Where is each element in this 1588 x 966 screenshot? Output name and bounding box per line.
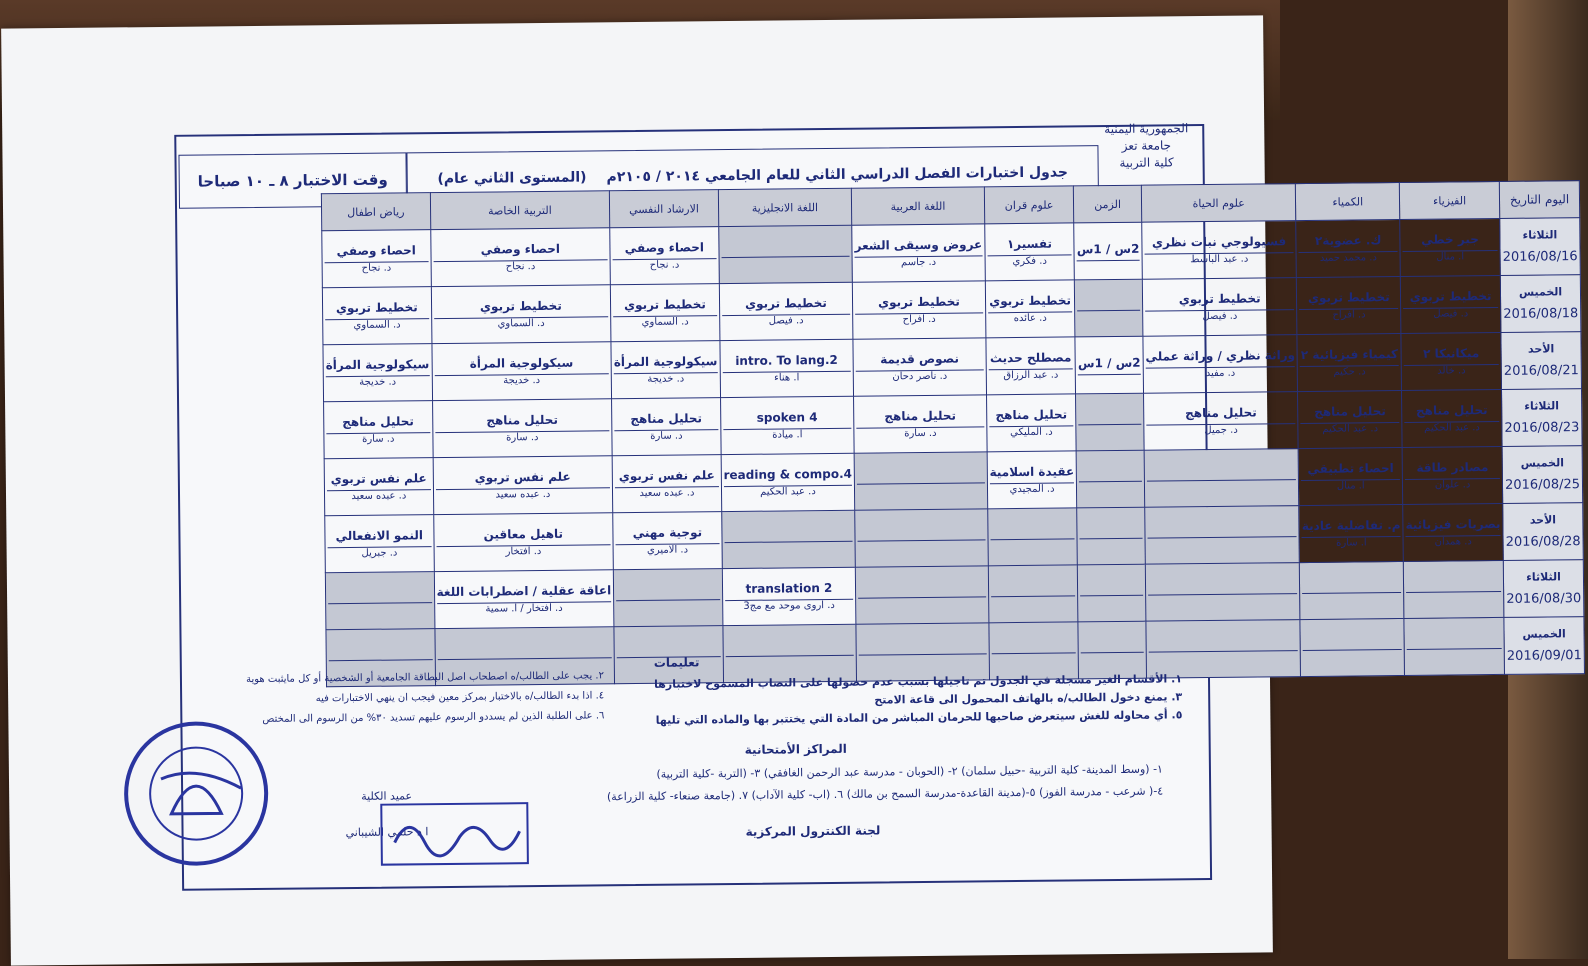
subject-name: تحليل مناهج <box>486 412 559 428</box>
exam-cell <box>853 338 986 396</box>
instructions-section <box>184 650 1204 889</box>
subject-name <box>1081 647 1144 648</box>
instructor-name <box>1147 536 1297 539</box>
exam-cell <box>612 398 721 456</box>
exam-cell <box>1145 563 1300 622</box>
instructor-name <box>1406 590 1501 592</box>
exam-cell <box>610 284 719 342</box>
committee-label: لجنة الكنترول المركزية <box>745 823 881 839</box>
subject-name: تخطيط تربوي <box>479 298 562 314</box>
instructor-name <box>991 595 1076 597</box>
paper-sheet <box>1 15 1582 965</box>
level-label: (المستوى الثاني عام) <box>437 169 587 188</box>
instructor-name: د. عبد الباسط <box>1144 252 1294 266</box>
col-header-time: الزمن <box>1074 185 1142 223</box>
exam-cell <box>430 228 610 287</box>
col-header-special-ed: التربية الخاصة <box>430 191 610 230</box>
exam-cell <box>613 512 722 570</box>
instructor-name: د. افراح <box>855 312 983 325</box>
instructor-name: د. محمد حميد <box>1299 251 1398 264</box>
instructor-name: د. ناصر دحان <box>856 369 984 382</box>
exam-cell <box>984 223 1074 281</box>
dean-title: عميد الكلية <box>361 789 413 803</box>
subject-name: النمو الانفعالي <box>335 528 423 544</box>
subject-name: 2س / 1س <box>1076 241 1140 256</box>
country-name: الجمهورية اليمنية <box>1104 121 1189 137</box>
instructor-name: د. افتخار / ا. سمية <box>437 601 612 615</box>
subject-name <box>329 655 433 656</box>
subject-name: تحليل مناهج <box>884 408 957 424</box>
instructor-name <box>858 539 986 541</box>
instructor-name: د. فيصل <box>722 314 851 327</box>
subject-name: تحليل مناهج <box>1415 403 1488 418</box>
exam-cell <box>1143 335 1298 394</box>
exam-cell <box>987 508 1077 566</box>
subject-name: تخطيط تربوي <box>878 294 960 310</box>
subject-name: تحليل مناهج <box>342 414 414 430</box>
instructor-name <box>1079 423 1142 425</box>
col-header-day: اليوم التاريخ <box>1499 181 1579 219</box>
centers-line-1: ١- (وسط المدينة- كلية التربية -حبيل سلمان) ٢- (الحوبان - مدرسة عبد الرحمن الغافقي) ٣- (التربة -كلية التربية) <box>656 762 1164 781</box>
exam-cell <box>1075 336 1143 394</box>
instructor-name <box>857 482 985 484</box>
subject-name <box>616 595 720 596</box>
instructor-name: د. افتخار <box>436 544 611 558</box>
subject-name: احصاء وصفي <box>624 240 705 256</box>
instructor-name <box>858 596 986 598</box>
subject-name: تحليل مناهج <box>1184 405 1257 421</box>
subject-name: علم نفس تربوي <box>330 471 427 487</box>
instructor-name <box>1080 537 1143 539</box>
exam-cell <box>987 451 1077 509</box>
day-name: الخميس <box>1518 285 1563 299</box>
col-header-physics: الفيزياء <box>1399 181 1499 219</box>
instruction-4: ٤. اذا بدء الطالب/ه بالاختبار بمركز معين فيجب ان ينهي الاختبارات فيه <box>315 690 605 705</box>
subject-name <box>991 591 1076 592</box>
day-cell <box>1501 332 1582 390</box>
instructor-name: د. السماوي <box>613 315 717 328</box>
exam-cell <box>434 570 614 629</box>
instructor-name: د. مفيد <box>1146 366 1296 380</box>
instruction-6: ٦. على الطلبة الذين لم يسددو الرسوم عليهم تسديد ٣٠% من الرسوم الى المختص <box>262 710 605 725</box>
subject-name <box>859 649 987 650</box>
subject-name: علم نفس تربوي <box>474 469 571 485</box>
exam-cell <box>1298 390 1402 448</box>
instructor-name <box>328 602 432 604</box>
day-name: الأحد <box>1527 342 1555 356</box>
subject-name: تخطيط تربوي <box>1178 291 1261 307</box>
exam-date: 2016/08/28 <box>1505 534 1581 550</box>
col-header-quran: علوم قران <box>984 186 1074 224</box>
instructor-name <box>1078 373 1141 375</box>
exam-date: 2016/08/30 <box>1506 591 1582 607</box>
exam-cell <box>324 458 433 516</box>
subject-name <box>1148 589 1298 591</box>
instructor-name <box>1407 647 1502 649</box>
day-name: الثلاثاء <box>1522 228 1558 242</box>
exam-cell <box>1142 221 1297 280</box>
exam-cell <box>720 396 854 454</box>
exam-cell <box>985 280 1075 338</box>
exam-cell <box>1400 218 1501 276</box>
instruction-2: ٢. يجب على الطالب/ه اصطحاب اصل البطاقة الجامعية أو الشخصية أو كل مايثبت هوية <box>246 670 604 686</box>
exam-cell <box>986 337 1076 395</box>
subject-name <box>991 648 1076 649</box>
instructor-name <box>721 255 849 257</box>
instructor-name: د. جبريل <box>328 546 432 559</box>
exam-date: 2016/08/18 <box>1503 306 1579 322</box>
dean-name: ا د حلمي الشيباني <box>345 825 429 840</box>
instructor-name: د. خالد <box>1404 364 1499 377</box>
subject-name <box>724 536 852 537</box>
subject-name: تخطيط تربوي <box>335 300 418 316</box>
instructor-name: د. المليكي <box>989 425 1074 438</box>
day-cell <box>1500 275 1581 333</box>
subject-name: 2س / 1س <box>1077 355 1141 370</box>
day-name: الأحد <box>1529 513 1557 527</box>
day-cell <box>1503 560 1584 618</box>
exam-cell <box>1403 560 1504 618</box>
university-stamp-icon <box>120 718 272 870</box>
exam-date: 2016/09/01 <box>1506 648 1582 664</box>
exam-cell <box>1074 222 1142 280</box>
instructor-name: د. فيصل <box>1403 307 1498 320</box>
subject-name: علم نفس تربوي <box>618 468 715 484</box>
instructor-name <box>724 540 852 542</box>
instructor-name: د. عبد الحكيم <box>1301 422 1400 435</box>
subject-name: تخطيط تربوي <box>989 293 1072 309</box>
instructor-name: د. سارة <box>435 430 610 444</box>
subject-name: تخطيط تربوي <box>1307 290 1390 305</box>
exam-cell <box>324 401 433 459</box>
exam-cell <box>1403 503 1504 561</box>
subject-name: سيكولوجية المرأة <box>613 354 718 370</box>
subject-name <box>1147 532 1297 534</box>
exam-cell <box>612 455 721 513</box>
exam-cell <box>1401 332 1502 390</box>
subject-name: كيمياء فيزيائية ٢ <box>1300 347 1398 363</box>
instructor-name: د. عبده سعيد <box>327 489 431 502</box>
day-cell <box>1502 446 1583 504</box>
instruction-5: ٥. أي محاوله للغش سيتعرض صاحبها للحرمان المباشر من المادة التي يختتبر بها والماده التي تليها <box>655 708 1183 727</box>
exam-date: 2016/08/25 <box>1505 477 1581 493</box>
exam-cell <box>325 572 434 630</box>
instructor-name: د. خديجة <box>614 372 718 385</box>
exam-cell <box>323 344 432 402</box>
exam-cell <box>852 281 985 339</box>
subject-name <box>1406 586 1501 587</box>
instructor-name <box>1148 593 1298 596</box>
instructor-name: د. عبد الحكيم <box>1404 421 1499 434</box>
exam-cell <box>433 456 613 515</box>
col-header-chemistry: الكمياء <box>1296 182 1400 220</box>
exam-cell <box>1299 504 1403 562</box>
subject-name: spoken 4 <box>756 410 818 425</box>
instructor-name <box>616 599 720 601</box>
col-header-kindergarten: رياض اطفال <box>321 193 430 231</box>
exam-date: 2016/08/16 <box>1502 249 1578 265</box>
exam-date: 2016/08/21 <box>1503 363 1579 379</box>
instructor-name: د. جاسم <box>855 255 983 268</box>
instructor-name: د. سارة <box>326 432 430 445</box>
subject-name <box>617 652 721 653</box>
subject-name: تفسير١ <box>1006 236 1053 252</box>
subject-name <box>1079 476 1142 477</box>
exam-cell <box>721 510 855 568</box>
exam-cell <box>855 566 988 624</box>
instructor-name: د. علوان <box>1405 478 1500 491</box>
exam-cell <box>613 569 722 627</box>
subject-name <box>1303 588 1402 589</box>
subject-name: بصريات فيزيائية <box>1405 516 1501 532</box>
instructor-name: د. عبده سعيد <box>615 486 719 499</box>
exam-cell <box>721 453 855 511</box>
day-name: الثلاثاء <box>1526 570 1561 584</box>
subject-name: تاهيل معاقين <box>483 526 564 542</box>
instructor-name <box>1077 309 1140 311</box>
instructor-name: د. افراح <box>1300 308 1399 321</box>
subject-name: تخطيط تربوي <box>744 296 827 311</box>
day-cell <box>1502 389 1583 447</box>
instructor-name <box>1303 648 1402 650</box>
subject-name <box>1077 305 1140 306</box>
subject-name: تحليل مناهج <box>1314 404 1386 419</box>
instructor-name: ا. ميادة <box>723 428 852 441</box>
subject-name <box>1080 533 1143 534</box>
exam-date: 2016/08/23 <box>1504 420 1580 436</box>
exam-cell <box>1145 506 1300 565</box>
subject-name <box>1407 643 1502 644</box>
exam-schedule-table <box>321 180 1585 687</box>
exam-cell <box>854 395 987 453</box>
exam-cell <box>855 509 988 567</box>
instructor-name: ا. سارة <box>1302 536 1401 549</box>
exam-cell <box>1076 450 1144 508</box>
instructor-name: د. فيصل <box>1145 309 1295 323</box>
instructor-name: د. عائده <box>988 311 1073 324</box>
day-name: الخميس <box>1522 627 1566 641</box>
subject-name: سيكولوجية المرأة <box>469 355 574 371</box>
day-cell <box>1504 617 1585 675</box>
exam-cell <box>432 342 612 401</box>
exam-cell <box>718 225 852 283</box>
schedule-title: جدول اختبارات الفصل الدراسي الثاني للعام الجامعي ٢٠١٤ / ٢١٠٥م <box>606 164 1069 186</box>
subject-name: احصاء تطبيقي <box>1307 461 1394 476</box>
subject-name: مصادر طاقة <box>1416 460 1489 475</box>
instructor-name <box>1077 259 1140 261</box>
instructor-name <box>1147 479 1297 482</box>
col-header-biology: علوم الحياة <box>1141 184 1296 223</box>
exam-cell <box>852 224 985 282</box>
centers-line-2: ٤-( شرعب - مدرسة الفوز) ٥-(مدينة القاعدة-مدرسة السمح بن مالك) ٦. (اب- كلية الآداب) ٧. (جامعة صنعاء- كلية الزراعة) <box>606 784 1164 804</box>
exam-cell <box>1143 392 1298 451</box>
subject-name <box>1080 590 1143 591</box>
subject-name: جبر خطي <box>1421 232 1479 247</box>
subject-name: م. تفاضلية عادية <box>1301 518 1401 534</box>
instructor-name <box>990 538 1075 540</box>
day-name: الثلاثاء <box>1524 399 1560 413</box>
instructor-name: د. همدان <box>1406 535 1501 548</box>
instructor-name: د. عبده سعيد <box>436 487 611 501</box>
instructor-name: د. نجاح <box>613 258 717 271</box>
subject-name: تحليل مناهج <box>630 411 703 427</box>
subject-name: نصوص قديمة <box>880 351 960 367</box>
instructor-name: ا. منال <box>1403 250 1498 263</box>
instructor-name: د. السماوي <box>325 318 429 331</box>
subject-name <box>1303 644 1402 645</box>
exam-cell <box>325 515 434 573</box>
subject-name: احصاء وصفي <box>336 243 416 259</box>
subject-name: عقيدة اسلامية <box>989 464 1075 480</box>
exam-cell <box>986 394 1076 452</box>
exam-cell <box>720 339 854 397</box>
subject-name: reading & compo.4 <box>723 466 853 483</box>
subject-name <box>858 592 986 593</box>
exam-time: وقت الاختبار ٨ ـ ١٠ صباحا <box>197 170 388 191</box>
subject-name <box>721 251 849 252</box>
exam-cell <box>1077 507 1145 565</box>
college-name: كلية التربية <box>1119 155 1174 170</box>
subject-name: تحليل مناهج <box>995 407 1068 423</box>
subject-name: مصطلح حديث <box>989 350 1072 366</box>
exam-cell <box>1404 617 1505 675</box>
instructor-name <box>1080 594 1143 596</box>
exam-cell <box>611 341 720 399</box>
subject-name <box>437 653 612 655</box>
subject-name <box>1149 646 1299 648</box>
centers-list <box>607 759 1164 809</box>
subject-name: عروض وسيقى الشعر <box>854 237 983 253</box>
centers-title: المراكز الأمتحانية <box>744 741 847 757</box>
subject-name: فسيولوجي نبات نظري <box>1151 234 1287 250</box>
exam-cell <box>1076 393 1144 451</box>
instructor-name: د. فكري <box>987 254 1072 267</box>
instructor-name: د. المجيدي <box>990 482 1075 495</box>
exam-cell <box>1075 279 1143 337</box>
subject-name: translation 2 <box>745 580 833 596</box>
subject-name <box>990 534 1075 535</box>
day-cell <box>1500 218 1581 276</box>
col-header-english: اللغة الانجليزية <box>718 188 852 226</box>
exam-cell <box>322 287 431 345</box>
instructor-name: ا. هناء <box>722 371 851 384</box>
exam-cell <box>432 399 612 458</box>
exam-cell <box>1297 276 1401 334</box>
instructor-name <box>1303 592 1402 594</box>
subject-name <box>725 650 853 651</box>
subject-name <box>1079 419 1142 420</box>
exam-cell <box>1078 564 1146 622</box>
exam-cell <box>854 452 987 510</box>
instructor-name: د. جميل <box>1146 423 1296 437</box>
day-cell <box>1503 503 1584 561</box>
exam-cell <box>719 282 853 340</box>
instructor-name: ا. منال <box>1301 479 1400 492</box>
instructor-name: د. عبد الرزاق <box>989 368 1074 381</box>
instruction-3: ٣. يمنع دخول الطالب/ه بالهاتف المحمول الى قاعة الامتح <box>874 690 1183 707</box>
institution-header <box>1096 120 1197 185</box>
exam-cell <box>1300 618 1404 676</box>
exam-cell <box>1297 333 1401 391</box>
instructor-name: د. اروى موحد مع مج3 <box>725 599 854 612</box>
instructor-name: د. نجاح <box>433 259 608 273</box>
subject-name <box>858 535 986 536</box>
exam-cell <box>610 227 719 285</box>
subject-name: اعاقة عقلية / اضطرابات اللغة <box>436 583 612 600</box>
subject-name: ك. عضوية٢ <box>1314 233 1382 248</box>
day-name: الخميس <box>1520 456 1565 470</box>
exam-cell <box>1402 446 1503 504</box>
subject-name <box>857 478 985 479</box>
exam-cell <box>1142 278 1297 337</box>
instructor-name: د. حكيم <box>1300 365 1399 378</box>
subject-name: وراثة نظري / وراثة عملي <box>1145 348 1296 364</box>
exam-cell <box>988 565 1078 623</box>
instruction-1: ١. الأقسام الغير مسجلة في الجدول تم تاجيلها بسبب عدم حصولها على النصاب المسموح لاختبارها <box>654 672 1183 691</box>
exam-cell <box>431 285 611 344</box>
subject-name: تخطيط تربوي <box>1409 289 1492 304</box>
exam-cell <box>1299 447 1403 505</box>
subject-name: ميكانيكا ٢ <box>1423 346 1480 361</box>
instructor-name: د. سارة <box>615 429 719 442</box>
instructor-name: د. السماوي <box>434 316 609 330</box>
exam-cell <box>1402 389 1503 447</box>
subject-name: تخطيط تربوي <box>624 297 706 313</box>
exam-cell <box>433 513 613 572</box>
instructor-name: د. خديجة <box>434 373 609 387</box>
instructor-name: د. عبد الحكيم <box>724 485 853 498</box>
instructions-title: تعليمات <box>653 655 700 670</box>
subject-name: احصاء وصفي <box>480 241 561 257</box>
exam-cell <box>722 567 856 625</box>
exam-cell <box>1296 219 1400 277</box>
exam-cell <box>1144 449 1299 508</box>
exam-cell <box>1400 275 1501 333</box>
col-header-counseling: الارشاد النفسي <box>610 190 719 228</box>
subject-name: سيكولوجية المرأة <box>325 357 430 373</box>
subject-name: توجية مهني <box>632 525 703 541</box>
university-name: جامعة تعز <box>1121 138 1172 153</box>
col-header-arabic: اللغة العربية <box>851 187 984 225</box>
subject-name <box>328 598 432 599</box>
instructions-right <box>622 670 1183 730</box>
instructor-name: د. الاميري <box>616 543 720 556</box>
signature-icon <box>379 801 530 867</box>
exam-cell <box>1300 561 1404 619</box>
exam-cell <box>322 230 431 288</box>
instructor-name <box>1079 480 1142 482</box>
instructor-name: د. سارة <box>856 426 984 439</box>
instructor-name: د. نجاح <box>325 261 429 274</box>
subject-name <box>1147 475 1297 477</box>
instructor-name: د. خديجة <box>326 375 430 388</box>
subject-name: intro. To lang.2 <box>735 352 838 368</box>
